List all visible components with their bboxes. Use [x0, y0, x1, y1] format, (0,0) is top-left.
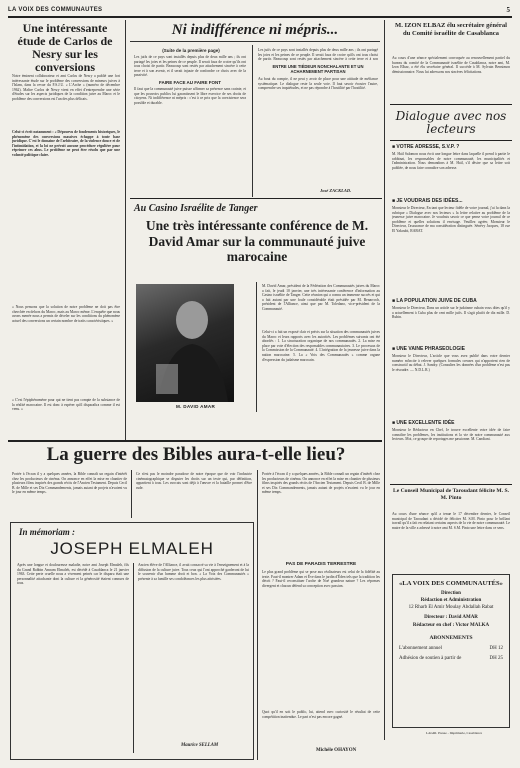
section-rule [390, 104, 512, 105]
guerre-title: La guerre des Bibles aura-t-elle lieu? [46, 444, 346, 465]
conference-title: Une très intéressante conférence de M. David Amar sur la communauté juive marocaine [145, 218, 369, 264]
taroudant-title: Le Conseil Municipal de Taroudant félicite M. S. M. Pinto [393, 488, 509, 501]
letter-heading: ■ VOTRE ADRESSE, S.V.P. ? [392, 144, 460, 150]
column-rule [384, 20, 385, 740]
portrait-icon [136, 284, 234, 402]
letter-body: Monsieur le Directeur, En tant que lecteur fidèle de votre journal, j'ai lu dans la rubrique « Dialogue avec nos lecteurs » la lettre relative au problème de la jeunesse juive marocaine. Je voudrais savoir ce que pense votre journal de ce problème et quelles solutions il envisage. Veuillez agréer, Monsieur le Directeur, l'assurance de ma considération distinguée. Sénévy Jacques, 18 rue El Yakoubi, RABAT. [392, 206, 510, 233]
column-rule [133, 563, 134, 753]
column-rule [131, 470, 132, 518]
indifference-body: Les juifs de ce pays sont installés depuis plus de deux mille ans ; ils ont partagé les joies et les peines de ce peuple. Il serait faux de croire qu'ils ont tous choisi de partir. Beaucoup sont restés par attachement sincère à cette terre et à son [258, 48, 378, 62]
letter-body: Monsieur le Rédacteur en Chef, Je trouve excellente votre idée de faire connaître les problèmes, les institutions et la vie de notre communauté aux lecteurs. Moi, ce groupe de reportages me passionne. M. Candiani. [392, 428, 510, 442]
indifference-body: Les juifs de ce pays sont installés depuis plus de deux mille ans ; ils ont partagé les joies et les peines de ce peuple. Il serait faux de croire qu'ils ont tous choisi de partir. Beaucoup sont restés par attachement sincère à cette terre et à son avenir, et il serait injuste de confondre ce choix avec de la passivité. [134, 55, 246, 77]
column-rule [256, 282, 257, 412]
masthead [8, 6, 512, 16]
masthead-rule [8, 16, 512, 18]
column-rule [252, 45, 253, 197]
conference-body: Celui-ci a fait un exposé clair et précis sur la situation des communautés juives du Maroc et leurs rapports avec les autorités. Les problèmes suivants ont été abordés : 1. La structuration organique de nos communautés. 2. La mise en place par voie d'élection des responsables communautaires. 3. Le processus de la Commission de la Communauté. 4. L'intégration de la jeunesse juive dans la nation marocaine. 5. La « Voix des Communautés » comme organe d'expression du judaïsme marocain. [262, 330, 380, 362]
indifference-body: Au bout du compte, il ne peut y avoir de place pour une attitude de méfiance systématique. Le dialogue reste la seule voie. Il faut savoir écouter l'autre, comprendre ses inquiétudes, et ne pas répondre à l'hostilité par l'hostilité. [258, 77, 378, 91]
box-director: Directeur : David AMAR [424, 615, 478, 620]
indifference-title: Ni indifférence ni mépris... [171, 22, 339, 38]
letter-body: M. Haïl Salomon nous écrit une longue lettre dans laquelle il prend à partie le rabbinat, les responsables de notre communauté, les municipalités et l'administration. Nous demandons à M. Haïl, s'il désire que sa lettre soit publiée, de nous faire connaître son adresse. [392, 152, 510, 170]
printer-credit: LAGRI. Presse - Imprimerie, Casablanca [426, 731, 482, 735]
box-annual: L'abonnement annuel DH 12 [399, 646, 503, 651]
letter-body: Monsieur le Directeur, Dans un article sur le judaïsme cubain vous dites qu'il y a actuellement à Cuba plus de cent mille juifs. Il s'agit plutôt de dix mille. D. Rubin. [392, 306, 510, 320]
izon-body: Au cours d'une séance spécialement convoquée au renouvellement partiel du bureau du comité de la Communauté israélite de Casablanca, notre ami, M. Izon Elbaz, a été élu secrétaire général. Il succède à M. Sylvain Bensimon démissionnaire. Nous lui adressons nos sincères félicitations. [392, 56, 510, 74]
etude-body: « C'est l'épiphénomène pour qui ne tient pas compte de la substance de la réalité marocaine. Il est donc à espérer qu'il disparaîtra comme il est venu. » [12, 398, 120, 412]
letter-heading: ■ LA POPULATION JUIVE DE CUBA [392, 298, 477, 304]
dialogue-title: Dialogue avec nos lecteurs [395, 109, 507, 136]
guerre-body: Portée à l'écran il y a quelques années, la Bible connaît un regain d'intérêt chez les producteurs de cinéma. On annonce en effet la mise en chantier de plusieurs films inspirés des grands récits de l'Ancien Testament. Depuis Cecil B. de Mille et ses Dix Commandements, jamais autant de projets n'avaient vu le jour en même temps. [12, 472, 127, 495]
izon-title: M. IZON ELBAZ élu secrétaire général du Comité israélite de Casablanca [395, 22, 507, 37]
memoriam-signature: Maurice SELLAM [181, 743, 219, 748]
etude-body: Notre éminent collaborateur et ami Carlos de Nesry a publié une fort intéressante étude sur le problème des conversions de mineurs juives à l'Islam, dans la revue du F.S.J.U. « L'Arche » (numéro de décembre 1962). Maître Carlos de Nesry vient en effet d'entreprendre une série d'études sur les aspects juridiques de la condition juive au Maroc et le problème des conversions est l'un des plus délicats. [12, 74, 120, 101]
etude-body: « Nous pensons que la solution de notre problème ne doit pas être cherchée en dehors du Maroc, mais au Maroc même. L'enquête que nous avons menée nous a permis de déceler sur les conditions du phénomène actuel des conversions un certain nombre de traits caractéristiques. » [12, 305, 120, 323]
indifference-heading: FAIRE FACE AU FAIRE FONT [158, 80, 222, 85]
guerre-body: Ce n'est pas le moindre paradoxe de notre époque que de voir l'industrie cinématographique se disputer les droits sur un texte qui, par définition, appartient à tous. Les avocats sont déjà à l'œuvre et la bataille promet d'être rude. [136, 472, 252, 490]
memoriam-kicker: In mémoriam : [19, 527, 76, 537]
guerre-body: Portée à l'écran il y a quelques années, la Bible connaît un regain d'intérêt chez les producteurs de cinéma. On annonce en effet la mise en chantier de plusieurs films inspirés des grands récits de l'Ancien Testament. Depuis Cecil B. de Mille et ses Dix Commandements, jamais autant de projets n'avaient vu le jour en même temps. [262, 472, 380, 495]
guerre-signature: Michèle OHAYON [316, 748, 357, 753]
conference-body: M. David Amar, président de la Fédération des Communautés juives du Maroc a fait, le jeudi 10 janvier, une très intéressante conférence d'information au Casino israélite de Tanger. Cette réunion qui a connu un immense succès et qui a fait autant par une foule considérable était présidée par M. Benarroch, président de l'Alliance, ainsi que par M. Toledano, vice-président de la Communauté. [262, 284, 380, 311]
etude-body: Celui-ci écrit notamment : « Dépourvu de fondements historiques, le phénomène des conversions massives échappe à toute base juridique. C'est le domaine de l'arbitraire, de la violence douce et de l'intimidation, et la loi ne prévoit aucune procédure régulière pour réprimer ces abus. Le problème ne peut être résolu que par une volonté politique claire. [12, 130, 120, 157]
taroudant-body: Au cours d'une séance qu'il a tenue le 17 décembre dernier, le Conseil municipal de Taroudant a décidé de féliciter M. S.M. Pinto pour le brillant travail qu'il a fait en relatant certains aspects de la vie de notre communauté. Le maire de la ville a adressé à notre ami M. S.M. Pinto une lettre dans ce sens. [392, 512, 510, 530]
letter-heading: ■ JE VOUDRAIS DES IDÉES... [392, 198, 463, 204]
publication-box [392, 574, 510, 728]
box-address-label: Rédaction et Administration [420, 598, 482, 603]
box-address: 12 Rharb El Amir Moulay Abdallah Rabat [408, 605, 494, 610]
indifference-header [130, 20, 380, 42]
column-rule [257, 470, 258, 760]
section-rule [390, 140, 512, 141]
letter-body: Monsieur le Directeur, L'article que vous avez publié dans votre dernier numéro m'incite à relever quelques formules creuses qui n'apportent rien de constructif au débat. J. Sandry. (Consultez les données d'un problème n'est pas le résoudre. — N.D.L.R.) [392, 354, 510, 372]
box-title: «LA VOIX DES COMMUNAUTÉS» [399, 580, 503, 587]
masthead-name: LA VOIX DES COMMUNAUTES [8, 7, 103, 13]
guerre-heading: PAS DE PARADIS TERRESTRE [285, 562, 357, 567]
page-number: 5 [506, 6, 510, 14]
section-rule [8, 440, 382, 442]
box-subtitle: Direction [441, 591, 461, 596]
guerre-body: Quoi qu'il en soit le public, lui, attend avec curiosité le résultat de cette compétition inattendue. Le pari n'est pas encore gagné. [262, 710, 380, 719]
section-rule [130, 198, 382, 199]
box-support: Adhésion de soutien à partir de DH 25 [399, 656, 503, 661]
box-abonnements: ABONNEMENTS [429, 635, 473, 641]
box-editor: Rédacteur en chef : Victor MALKA [412, 623, 490, 628]
memoriam-body: Après une longue et douloureuse maladie, notre ami Joseph Elmaleh, fils du Grand Rabbin Amram Elmaleh, est décédé à Casablanca le 21 janvier 1963. Cette perte cruelle nous a vivement peinés car le disparu était une personnalité attachante dont la culture et la générosité étaient connues de tous. [17, 563, 129, 586]
memoriam-name: JOSEPH ELMALEH [50, 539, 214, 558]
memoriam-box [10, 522, 254, 760]
indifference-subtitle: (Suite de la première page) [162, 48, 220, 53]
memoriam-body: Ancien élève de l'Alliance, il avait consacré sa vie à l'enseignement et à la diffusion de la culture juive. Tous ceux qui l'ont approché garderont de lui le souvenir d'un homme droit et bon. « La Voix des Communautés » présente à sa famille ses condoléances les plus attristées. [138, 563, 249, 581]
column-rule [125, 20, 126, 440]
photo-caption: M. DAVID AMAR [176, 404, 216, 409]
david-amar-photo [136, 284, 234, 402]
indifference-heading: ENTRE UNE TIÉDEUR NONCHALANTE ET UN ACHARNEMENT PARTISAN [272, 64, 364, 74]
indifference-signature: José ZACKLAD. [320, 188, 352, 193]
section-rule [390, 484, 512, 485]
letter-heading: ■ UNE EXCELLENTE IDÉE [392, 420, 455, 426]
conference-kicker: Au Casino Israélite de Tanger [134, 203, 258, 214]
indifference-body: Il faut que la communauté juive puisse affirmer sa présence sans crainte, et que les pouvoirs publics lui garantissent le libre exercice de ses droits de citoyens. Ni indifférence ni mépris : c'est à ce prix que la coexistence sera possible et durable. [134, 87, 246, 105]
letter-heading: ■ UNE VAINE PHRASEOLOGIE [392, 346, 465, 352]
guerre-body: Le plus grand problème qui se pose aux réalisateurs est celui de la fidélité au texte. Faut-il montrer Adam et Ève dans le jardin d'Éden tels que la tradition les décrit ? Faut-il reconstituer l'arche de Noé grandeur nature ? Les réponses divergent et chacun défend sa conception avec passion. [262, 570, 380, 588]
etude-title: Une intéressante étude de Carlos de Nesry sur les conversions [17, 21, 113, 74]
